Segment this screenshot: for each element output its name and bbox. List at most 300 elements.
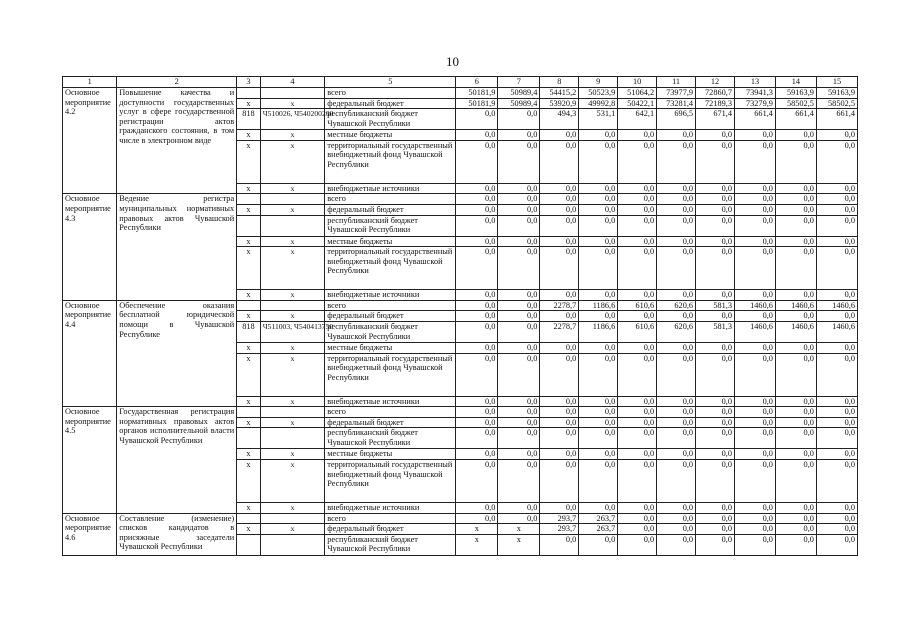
code-csr: x: [260, 396, 325, 407]
code-csr: x: [260, 353, 325, 396]
value-cell: 0,0: [657, 290, 696, 301]
value-cell: 1460,6: [775, 300, 816, 311]
value-cell: 0,0: [498, 183, 540, 194]
value-cell: 49992,8: [579, 98, 618, 109]
value-cell: 0,0: [816, 513, 857, 524]
value-cell: 0,0: [540, 290, 579, 301]
value-cell: 0,0: [696, 140, 735, 183]
funding-source: всего: [325, 513, 456, 524]
value-cell: 0,0: [618, 247, 657, 290]
header-cell-3: 3: [237, 77, 261, 88]
value-cell: 0,0: [498, 130, 540, 141]
measure-label: Основное мероприятие 4.5: [63, 407, 117, 513]
value-cell: 0,0: [696, 342, 735, 353]
value-cell: 0,0: [456, 204, 498, 215]
funding-source: местные бюджеты: [325, 130, 456, 141]
value-cell: 0,0: [540, 204, 579, 215]
funding-source: федеральный бюджет: [325, 417, 456, 428]
value-cell: 0,0: [618, 449, 657, 460]
value-cell: 0,0: [816, 183, 857, 194]
value-cell: 0,0: [816, 290, 857, 301]
measure-label: Основное мероприятие 4.4: [63, 300, 117, 406]
value-cell: 0,0: [579, 534, 618, 555]
code-grbs: x: [237, 130, 261, 141]
funding-source: республиканский бюджет Чувашской Республики: [325, 109, 456, 130]
code-grbs: [237, 215, 261, 236]
value-cell: 620,6: [657, 321, 696, 342]
value-cell: 0,0: [456, 449, 498, 460]
value-cell: 0,0: [816, 342, 857, 353]
value-cell: 0,0: [816, 459, 857, 502]
value-cell: x: [498, 534, 540, 555]
value-cell: 610,6: [618, 321, 657, 342]
value-cell: 0,0: [734, 311, 775, 322]
value-cell: 1460,6: [816, 321, 857, 342]
code-grbs: x: [237, 247, 261, 290]
value-cell: 0,0: [696, 130, 735, 141]
value-cell: 0,0: [540, 428, 579, 449]
value-cell: 0,0: [540, 130, 579, 141]
code-grbs: x: [237, 98, 261, 109]
code-csr: x: [260, 459, 325, 502]
value-cell: 0,0: [618, 236, 657, 247]
value-cell: 0,0: [579, 502, 618, 513]
funding-source: территориальный государственный внебюджетный фонд Чувашской Республики: [325, 459, 456, 502]
table-row: [63, 88, 858, 99]
value-cell: 0,0: [618, 524, 657, 535]
value-cell: 0,0: [696, 417, 735, 428]
code-grbs: x: [237, 502, 261, 513]
value-cell: 0,0: [456, 459, 498, 502]
value-cell: 0,0: [498, 140, 540, 183]
measure-title: Государственная регистрация нормативных правовых актов органов исполнительной власти Чувашской Республики: [117, 407, 237, 513]
table-row: [63, 300, 858, 311]
code-grbs: x: [237, 311, 261, 322]
measure-label: Основное мероприятие 4.6: [63, 513, 117, 555]
code-csr: [260, 88, 325, 99]
header-cell-2: 2: [117, 77, 237, 88]
code-csr: x: [260, 183, 325, 194]
funding-source: местные бюджеты: [325, 342, 456, 353]
header-row: [63, 77, 858, 88]
header-cell-7: 7: [498, 77, 540, 88]
code-csr: x: [260, 290, 325, 301]
value-cell: 0,0: [734, 140, 775, 183]
value-cell: 2278,7: [540, 321, 579, 342]
code-grbs: x: [237, 183, 261, 194]
value-cell: 0,0: [618, 502, 657, 513]
value-cell: 0,0: [456, 396, 498, 407]
value-cell: 610,6: [618, 300, 657, 311]
value-cell: 0,0: [696, 534, 735, 555]
table-row: [63, 513, 858, 524]
funding-source: местные бюджеты: [325, 449, 456, 460]
value-cell: 0,0: [579, 183, 618, 194]
value-cell: 0,0: [498, 236, 540, 247]
value-cell: 0,0: [498, 311, 540, 322]
value-cell: 0,0: [579, 342, 618, 353]
value-cell: 0,0: [775, 534, 816, 555]
value-cell: 0,0: [456, 236, 498, 247]
funding-source: федеральный бюджет: [325, 524, 456, 535]
value-cell: 0,0: [540, 449, 579, 460]
value-cell: 0,0: [775, 524, 816, 535]
value-cell: 620,6: [657, 300, 696, 311]
funding-source: всего: [325, 300, 456, 311]
code-grbs: x: [237, 417, 261, 428]
value-cell: 0,0: [696, 396, 735, 407]
budget-table: [62, 76, 858, 556]
value-cell: 0,0: [498, 407, 540, 418]
value-cell: 0,0: [618, 140, 657, 183]
value-cell: 53920,9: [540, 98, 579, 109]
value-cell: 0,0: [456, 300, 498, 311]
value-cell: 1460,6: [775, 321, 816, 342]
value-cell: 0,0: [579, 140, 618, 183]
value-cell: 0,0: [618, 428, 657, 449]
value-cell: 0,0: [734, 459, 775, 502]
value-cell: 0,0: [696, 290, 735, 301]
code-csr: [260, 428, 325, 449]
value-cell: 0,0: [618, 311, 657, 322]
funding-source: внебюджетные источники: [325, 183, 456, 194]
header-cell-4: 4: [260, 77, 325, 88]
code-grbs: [237, 407, 261, 418]
code-csr: x: [260, 524, 325, 535]
value-cell: 0,0: [618, 342, 657, 353]
value-cell: 0,0: [498, 428, 540, 449]
value-cell: 0,0: [657, 130, 696, 141]
value-cell: 581,3: [696, 300, 735, 311]
measure-title: Повышение качества и доступности государственных услуг в сфере государственной регистрации актов гражданского состояния, в том числе в электронном виде: [117, 88, 237, 194]
code-grbs: x: [237, 396, 261, 407]
value-cell: 0,0: [540, 247, 579, 290]
value-cell: 50422,1: [618, 98, 657, 109]
value-cell: 0,0: [775, 236, 816, 247]
header-cell-10: 10: [618, 77, 657, 88]
funding-source: федеральный бюджет: [325, 98, 456, 109]
header-cell-5: 5: [325, 77, 456, 88]
value-cell: 0,0: [657, 140, 696, 183]
value-cell: 0,0: [816, 215, 857, 236]
value-cell: 0,0: [618, 396, 657, 407]
table-row: [63, 407, 858, 418]
value-cell: 0,0: [734, 290, 775, 301]
code-csr: Ч510026, Ч540200260: [260, 109, 325, 130]
value-cell: 0,0: [540, 534, 579, 555]
value-cell: 0,0: [456, 513, 498, 524]
code-csr: x: [260, 130, 325, 141]
value-cell: 0,0: [775, 407, 816, 418]
value-cell: 0,0: [734, 353, 775, 396]
value-cell: 0,0: [498, 459, 540, 502]
value-cell: 0,0: [816, 353, 857, 396]
value-cell: 0,0: [657, 204, 696, 215]
header-cell-1: 1: [63, 77, 117, 88]
value-cell: 54415,2: [540, 88, 579, 99]
value-cell: 0,0: [498, 204, 540, 215]
value-cell: 0,0: [816, 130, 857, 141]
code-csr: x: [260, 204, 325, 215]
value-cell: 0,0: [657, 407, 696, 418]
value-cell: 0,0: [775, 247, 816, 290]
value-cell: 0,0: [775, 311, 816, 322]
value-cell: 0,0: [498, 396, 540, 407]
value-cell: 0,0: [498, 353, 540, 396]
value-cell: 73279,9: [734, 98, 775, 109]
value-cell: 0,0: [540, 417, 579, 428]
value-cell: 0,0: [657, 417, 696, 428]
value-cell: 0,0: [657, 524, 696, 535]
header-cell-13: 13: [734, 77, 775, 88]
funding-source: внебюджетные источники: [325, 502, 456, 513]
funding-source: территориальный государственный внебюджетный фонд Чувашской Республики: [325, 140, 456, 183]
value-cell: 0,0: [540, 353, 579, 396]
value-cell: 0,0: [657, 183, 696, 194]
measure-title: Составление (изменение) списков кандидатов в присяжные заседатели Чувашской Республики: [117, 513, 237, 555]
value-cell: 0,0: [540, 311, 579, 322]
value-cell: 0,0: [498, 109, 540, 130]
code-csr: x: [260, 417, 325, 428]
value-cell: 0,0: [456, 502, 498, 513]
code-csr: [260, 300, 325, 311]
value-cell: 0,0: [696, 353, 735, 396]
value-cell: 0,0: [734, 524, 775, 535]
value-cell: 0,0: [540, 459, 579, 502]
code-grbs: x: [237, 459, 261, 502]
value-cell: 0,0: [734, 236, 775, 247]
value-cell: 73977,9: [657, 88, 696, 99]
header-cell-8: 8: [540, 77, 579, 88]
value-cell: 696,5: [657, 109, 696, 130]
value-cell: 0,0: [696, 204, 735, 215]
value-cell: 59163,9: [816, 88, 857, 99]
value-cell: 0,0: [816, 407, 857, 418]
value-cell: 1460,6: [816, 300, 857, 311]
value-cell: 263,7: [579, 524, 618, 535]
value-cell: 0,0: [498, 502, 540, 513]
value-cell: 0,0: [734, 449, 775, 460]
code-csr: x: [260, 140, 325, 183]
code-csr: Ч511003, Ч540413750: [260, 321, 325, 342]
code-grbs: 818: [237, 109, 261, 130]
value-cell: 0,0: [579, 353, 618, 396]
value-cell: x: [456, 524, 498, 535]
value-cell: 661,4: [734, 109, 775, 130]
code-csr: x: [260, 342, 325, 353]
value-cell: 0,0: [696, 513, 735, 524]
value-cell: 0,0: [734, 428, 775, 449]
value-cell: 0,0: [775, 342, 816, 353]
value-cell: 0,0: [456, 311, 498, 322]
value-cell: 0,0: [775, 140, 816, 183]
funding-source: республиканский бюджет Чувашской Республики: [325, 428, 456, 449]
value-cell: 0,0: [816, 236, 857, 247]
header-cell-9: 9: [579, 77, 618, 88]
value-cell: 0,0: [579, 449, 618, 460]
value-cell: 58502,5: [816, 98, 857, 109]
value-cell: 0,0: [816, 524, 857, 535]
code-csr: x: [260, 247, 325, 290]
value-cell: 0,0: [540, 236, 579, 247]
value-cell: 0,0: [816, 311, 857, 322]
value-cell: 73941,3: [734, 88, 775, 99]
funding-source: республиканский бюджет Чувашской Республики: [325, 534, 456, 555]
value-cell: 0,0: [456, 130, 498, 141]
value-cell: 0,0: [498, 247, 540, 290]
header-cell-14: 14: [775, 77, 816, 88]
value-cell: 0,0: [579, 290, 618, 301]
value-cell: 0,0: [456, 183, 498, 194]
value-cell: 0,0: [657, 194, 696, 205]
value-cell: 661,4: [816, 109, 857, 130]
value-cell: 0,0: [618, 215, 657, 236]
value-cell: 0,0: [579, 407, 618, 418]
code-grbs: [237, 194, 261, 205]
value-cell: 0,0: [456, 321, 498, 342]
value-cell: 0,0: [456, 407, 498, 418]
value-cell: 0,0: [696, 502, 735, 513]
funding-source: республиканский бюджет Чувашской Республики: [325, 215, 456, 236]
value-cell: 0,0: [696, 524, 735, 535]
code-grbs: x: [237, 524, 261, 535]
value-cell: 50181,9: [456, 88, 498, 99]
value-cell: 0,0: [498, 449, 540, 460]
value-cell: 0,0: [816, 194, 857, 205]
value-cell: 0,0: [456, 428, 498, 449]
code-grbs: x: [237, 290, 261, 301]
value-cell: 0,0: [775, 449, 816, 460]
value-cell: 1186,6: [579, 321, 618, 342]
value-cell: 0,0: [540, 396, 579, 407]
value-cell: 0,0: [734, 502, 775, 513]
header-cell-15: 15: [816, 77, 857, 88]
value-cell: 0,0: [456, 247, 498, 290]
value-cell: 0,0: [775, 183, 816, 194]
value-cell: 0,0: [734, 247, 775, 290]
table-row: [63, 194, 858, 205]
code-csr: [260, 215, 325, 236]
value-cell: 0,0: [816, 449, 857, 460]
value-cell: 0,0: [498, 290, 540, 301]
value-cell: 0,0: [498, 194, 540, 205]
code-grbs: [237, 300, 261, 311]
value-cell: 0,0: [657, 236, 696, 247]
value-cell: 0,0: [540, 215, 579, 236]
value-cell: 0,0: [696, 215, 735, 236]
code-csr: x: [260, 449, 325, 460]
code-grbs: [237, 428, 261, 449]
value-cell: 0,0: [579, 396, 618, 407]
value-cell: 1460,6: [734, 300, 775, 311]
code-csr: x: [260, 311, 325, 322]
value-cell: 0,0: [734, 204, 775, 215]
value-cell: 0,0: [456, 140, 498, 183]
value-cell: 0,0: [657, 247, 696, 290]
code-csr: x: [260, 98, 325, 109]
code-csr: [260, 534, 325, 555]
code-grbs: [237, 513, 261, 524]
value-cell: 0,0: [816, 140, 857, 183]
funding-source: всего: [325, 88, 456, 99]
value-cell: 50989,4: [498, 98, 540, 109]
value-cell: 0,0: [775, 513, 816, 524]
value-cell: 293,7: [540, 513, 579, 524]
value-cell: x: [456, 534, 498, 555]
value-cell: 0,0: [696, 194, 735, 205]
value-cell: 0,0: [456, 353, 498, 396]
value-cell: 0,0: [734, 130, 775, 141]
value-cell: 50989,4: [498, 88, 540, 99]
value-cell: 0,0: [540, 183, 579, 194]
code-csr: x: [260, 236, 325, 247]
value-cell: 0,0: [657, 513, 696, 524]
funding-source: территориальный государственный внебюджетный фонд Чувашской Республики: [325, 247, 456, 290]
value-cell: 0,0: [775, 417, 816, 428]
value-cell: 0,0: [816, 417, 857, 428]
value-cell: 0,0: [618, 513, 657, 524]
value-cell: 0,0: [816, 396, 857, 407]
value-cell: 0,0: [456, 194, 498, 205]
value-cell: 1186,6: [579, 300, 618, 311]
value-cell: 72860,7: [696, 88, 735, 99]
value-cell: 0,0: [456, 290, 498, 301]
value-cell: 0,0: [456, 342, 498, 353]
funding-source: всего: [325, 407, 456, 418]
value-cell: 0,0: [456, 215, 498, 236]
value-cell: 0,0: [498, 321, 540, 342]
value-cell: 671,4: [696, 109, 735, 130]
value-cell: 0,0: [775, 502, 816, 513]
value-cell: 0,0: [579, 459, 618, 502]
value-cell: 581,3: [696, 321, 735, 342]
code-grbs: x: [237, 204, 261, 215]
value-cell: 0,0: [696, 459, 735, 502]
funding-source: федеральный бюджет: [325, 311, 456, 322]
value-cell: 0,0: [657, 428, 696, 449]
value-cell: 0,0: [657, 502, 696, 513]
value-cell: 293,7: [540, 524, 579, 535]
value-cell: 0,0: [734, 215, 775, 236]
funding-source: внебюджетные источники: [325, 290, 456, 301]
value-cell: 0,0: [696, 247, 735, 290]
value-cell: 0,0: [734, 513, 775, 524]
value-cell: 0,0: [618, 459, 657, 502]
value-cell: 0,0: [734, 183, 775, 194]
value-cell: 0,0: [734, 396, 775, 407]
funding-source: федеральный бюджет: [325, 204, 456, 215]
value-cell: 0,0: [816, 428, 857, 449]
value-cell: 58502,5: [775, 98, 816, 109]
value-cell: 0,0: [775, 353, 816, 396]
value-cell: 1460,6: [734, 321, 775, 342]
value-cell: 73281,4: [657, 98, 696, 109]
measure-title: Ведение регистра муниципальных нормативных правовых актов Чувашской Республики: [117, 194, 237, 300]
code-csr: [260, 194, 325, 205]
header-cell-6: 6: [456, 77, 498, 88]
code-grbs: x: [237, 236, 261, 247]
page-number: 10: [446, 54, 459, 69]
value-cell: 0,0: [540, 502, 579, 513]
value-cell: 0,0: [775, 194, 816, 205]
value-cell: 0,0: [657, 353, 696, 396]
value-cell: 0,0: [540, 140, 579, 183]
value-cell: 0,0: [456, 417, 498, 428]
value-cell: 0,0: [775, 428, 816, 449]
value-cell: 0,0: [775, 204, 816, 215]
value-cell: 0,0: [816, 247, 857, 290]
code-grbs: x: [237, 353, 261, 396]
